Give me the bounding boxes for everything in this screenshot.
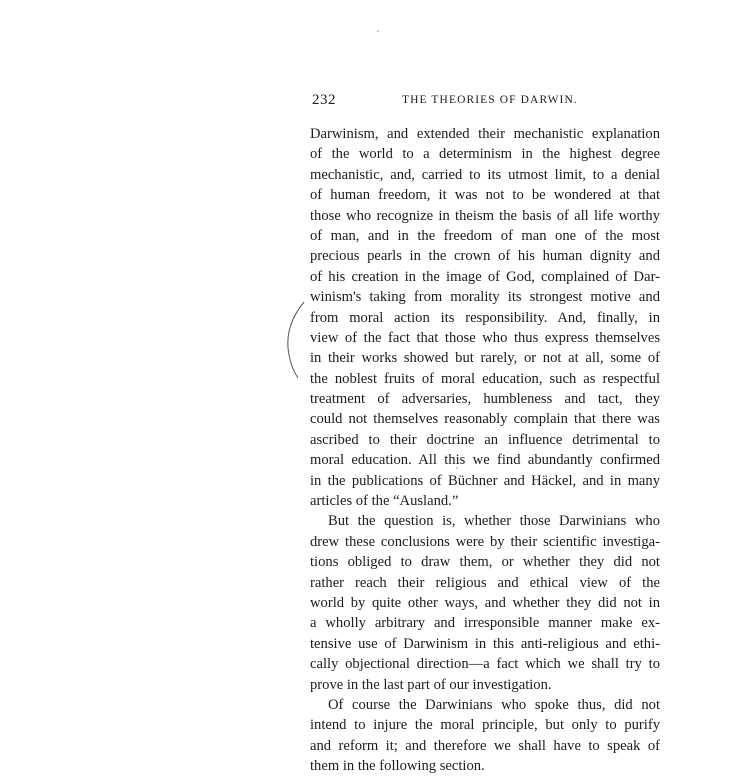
text-line: of human freedom, it was not to be wondered at that xyxy=(310,187,660,204)
text-line: precious pearls in the crown of his human dignity and xyxy=(310,248,660,265)
text-line: prove in the last part of our investigation. xyxy=(310,676,552,693)
page-number: 232 xyxy=(312,92,336,108)
text-line: articles of the “Ausland.” xyxy=(310,493,459,510)
text-line: in the publications of Büchner and Häckel, and in many xyxy=(310,472,660,489)
text-line: treatment of adversaries, humbleness and tact, they xyxy=(310,391,660,408)
text-line: of his creation in the image of God, complained of Dar- xyxy=(310,268,660,285)
text-line: of man, and in the freedom of man one of the most xyxy=(310,227,660,244)
text-line: Of course the Darwinians who spoke thus, did not xyxy=(328,696,660,713)
text-line: in their works showed but rarely, or not at all, some of xyxy=(310,350,660,367)
text-line: could not themselves reasonably complain that there was xyxy=(310,411,660,428)
text-line: But the question is, whether those Darwinians who xyxy=(328,513,660,530)
text-line: mechanistic, and, carried to its utmost limit, to a denial xyxy=(310,166,660,183)
text-line: cally objectional direction—a fact which we shall try to xyxy=(310,656,660,673)
text-line: tions obliged to draw them, or whether they did not xyxy=(310,554,660,571)
text-line: Darwinism, and extended their mechanistic explanation xyxy=(310,126,660,142)
text-line: world by quite other ways, and whether they did not in xyxy=(310,594,660,611)
text-line: rather reach their religious and ethical view of the xyxy=(310,574,660,591)
text-line: tensive use of Darwinism in this anti-religious and ethi- xyxy=(310,635,660,652)
text-line: view of the fact that those who thus express themselves xyxy=(310,329,660,346)
text-line: moral education. All this we find abundantly confirmed xyxy=(310,452,660,469)
page-header xyxy=(312,92,666,112)
text-line: and reform it; and therefore we shall have to speak of xyxy=(310,737,660,754)
body-text xyxy=(310,124,660,777)
running-title: THE THEORIES OF DARWIN. xyxy=(402,94,578,106)
text-line: a wholly arbitrary and irresponsible manner make ex- xyxy=(310,615,660,632)
text-line: those who recognize in theism the basis of all life worthy xyxy=(310,207,660,224)
text-line: of the world to a determinism in the highest degree xyxy=(310,146,660,163)
page-speck xyxy=(377,30,379,32)
text-line: from moral action its responsibility. And, finally, in xyxy=(310,309,660,326)
text-line: ascribed to their doctrine an influence detrimental to xyxy=(310,431,660,448)
text-line: them in the following section. xyxy=(310,758,485,775)
text-line: intend to injure the moral principle, but only to purify xyxy=(310,717,660,734)
text-line: the noblest fruits of moral education, such as respectful xyxy=(310,370,660,387)
text-line: winism's taking from morality its strongest motive and xyxy=(310,289,660,306)
text-line: drew these conclusions were by their scientific investiga- xyxy=(310,533,660,550)
